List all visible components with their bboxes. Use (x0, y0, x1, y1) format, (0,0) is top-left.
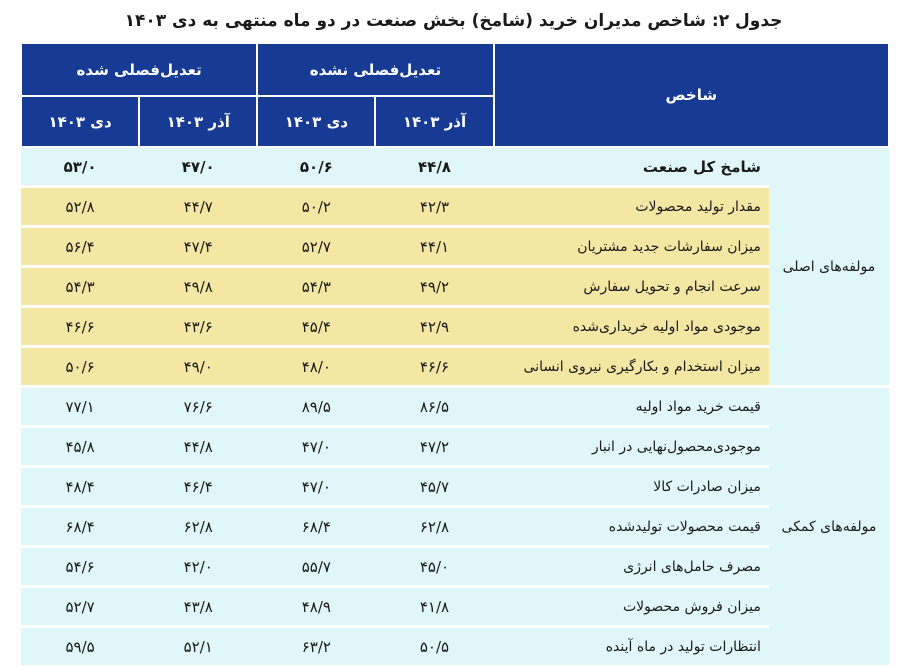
table-row (21, 387, 889, 427)
cell-a-dey: ۵۶/۴ (21, 227, 139, 267)
cell-na-dey: ۴۷/۰ (257, 467, 375, 507)
cell-na-dey: ۴۸/۰ (257, 347, 375, 387)
table-row (21, 307, 889, 347)
table-row (21, 427, 889, 467)
cell-a-dey: ۵۴/۶ (21, 547, 139, 587)
cell-a-dey: ۴۸/۴ (21, 467, 139, 507)
cell-a-dey: ۴۶/۶ (21, 307, 139, 347)
cell-na-azar: ۴۷/۲ (375, 427, 493, 467)
cell-na-dey: ۵۲/۷ (257, 227, 375, 267)
cell-a-azar: ۴۹/۸ (139, 267, 257, 307)
row-label: میزان فروش محصولات (494, 587, 769, 627)
cell-a-dey: ۷۷/۱ (21, 387, 139, 427)
table-row (21, 147, 889, 187)
cell-na-dey: ۶۳/۲ (257, 627, 375, 667)
cell-a-dey: ۵۳/۰ (21, 147, 139, 187)
cell-a-dey: ۵۲/۷ (21, 587, 139, 627)
row-label: قیمت محصولات تولیدشده (494, 507, 769, 547)
cell-na-azar: ۴۲/۹ (375, 307, 493, 347)
cell-na-azar: ۴۴/۱ (375, 227, 493, 267)
row-label: میزان استخدام و بکارگیری نیروی انسانی (494, 347, 769, 387)
cell-na-dey: ۴۷/۰ (257, 427, 375, 467)
table-row (21, 547, 889, 587)
row-label: انتظارات تولید در ماه آینده (494, 627, 769, 667)
group-aux-label: مولفه‌های کمکی (769, 387, 889, 667)
cell-na-dey: ۸۹/۵ (257, 387, 375, 427)
cell-a-azar: ۵۲/۱ (139, 627, 257, 667)
cell-na-azar: ۶۲/۸ (375, 507, 493, 547)
row-label: سرعت انجام و تحویل سفارش (494, 267, 769, 307)
cell-na-azar: ۸۶/۵ (375, 387, 493, 427)
row-label: میزان صادرات کالا (494, 467, 769, 507)
cell-a-azar: ۶۲/۸ (139, 507, 257, 547)
table-row (21, 507, 889, 547)
row-label: موجودی‌محصول‌نهایی در انبار (494, 427, 769, 467)
cell-na-dey: ۵۵/۷ (257, 547, 375, 587)
row-label: مصرف حامل‌های انرژی (494, 547, 769, 587)
table-row (21, 267, 889, 307)
table-row (21, 347, 889, 387)
cell-na-dey: ۴۵/۴ (257, 307, 375, 347)
cell-a-dey: ۵۹/۵ (21, 627, 139, 667)
cell-na-azar: ۵۰/۵ (375, 627, 493, 667)
table-row (21, 227, 889, 267)
cell-na-azar: ۴۵/۷ (375, 467, 493, 507)
cell-na-dey: ۵۰/۶ (257, 147, 375, 187)
cell-na-azar: ۴۲/۳ (375, 187, 493, 227)
cell-na-azar: ۴۹/۲ (375, 267, 493, 307)
row-label: موجودی مواد اولیه خریداری‌شده (494, 307, 769, 347)
header-a-azar: آذر ۱۴۰۳ (139, 96, 257, 147)
cell-a-dey: ۶۸/۴ (21, 507, 139, 547)
cell-na-dey: ۵۴/۳ (257, 267, 375, 307)
row-label: مقدار تولید محصولات (494, 187, 769, 227)
header-na-azar: آذر ۱۴۰۳ (375, 96, 493, 147)
group-main-label: مولفه‌های اصلی (769, 147, 889, 387)
table-row (21, 627, 889, 667)
row-label: میزان سفارشات جدید مشتریان (494, 227, 769, 267)
cell-na-dey: ۴۸/۹ (257, 587, 375, 627)
header-not-adjusted: تعدیل‌فصلی نشده (257, 43, 493, 96)
cell-na-azar: ۴۵/۰ (375, 547, 493, 587)
cell-a-azar: ۴۶/۴ (139, 467, 257, 507)
cell-a-azar: ۴۷/۴ (139, 227, 257, 267)
cell-na-dey: ۵۰/۲ (257, 187, 375, 227)
table-row (21, 187, 889, 227)
cell-a-azar: ۴۲/۰ (139, 547, 257, 587)
cell-a-azar: ۴۴/۸ (139, 427, 257, 467)
header-a-dey: دی ۱۴۰۳ (21, 96, 139, 147)
cell-a-azar: ۴۳/۶ (139, 307, 257, 347)
cell-a-azar: ۴۳/۸ (139, 587, 257, 627)
cell-na-azar: ۴۴/۸ (375, 147, 493, 187)
header-indicator: شاخص (494, 43, 889, 147)
table-row (21, 467, 889, 507)
row-label: قیمت خرید مواد اولیه (494, 387, 769, 427)
cell-a-azar: ۴۴/۷ (139, 187, 257, 227)
cell-a-azar: ۴۹/۰ (139, 347, 257, 387)
row-label: شامخ کل صنعت (494, 147, 769, 187)
cell-a-azar: ۴۷/۰ (139, 147, 257, 187)
table-title: جدول ۲: شاخص مدیران خرید (شامخ) بخش صنعت در دو ماه منتهی به دی ۱۴۰۳ (124, 11, 783, 31)
cell-a-dey: ۴۵/۸ (21, 427, 139, 467)
table-row (21, 587, 889, 627)
cell-na-azar: ۴۱/۸ (375, 587, 493, 627)
pmi-table (20, 42, 890, 668)
cell-na-azar: ۴۶/۶ (375, 347, 493, 387)
cell-a-dey: ۵۰/۶ (21, 347, 139, 387)
cell-a-azar: ۷۶/۶ (139, 387, 257, 427)
header-adjusted: تعدیل‌فصلی شده (21, 43, 257, 96)
cell-na-dey: ۶۸/۴ (257, 507, 375, 547)
cell-a-dey: ۵۴/۳ (21, 267, 139, 307)
cell-a-dey: ۵۲/۸ (21, 187, 139, 227)
header-na-dey: دی ۱۴۰۳ (257, 96, 375, 147)
